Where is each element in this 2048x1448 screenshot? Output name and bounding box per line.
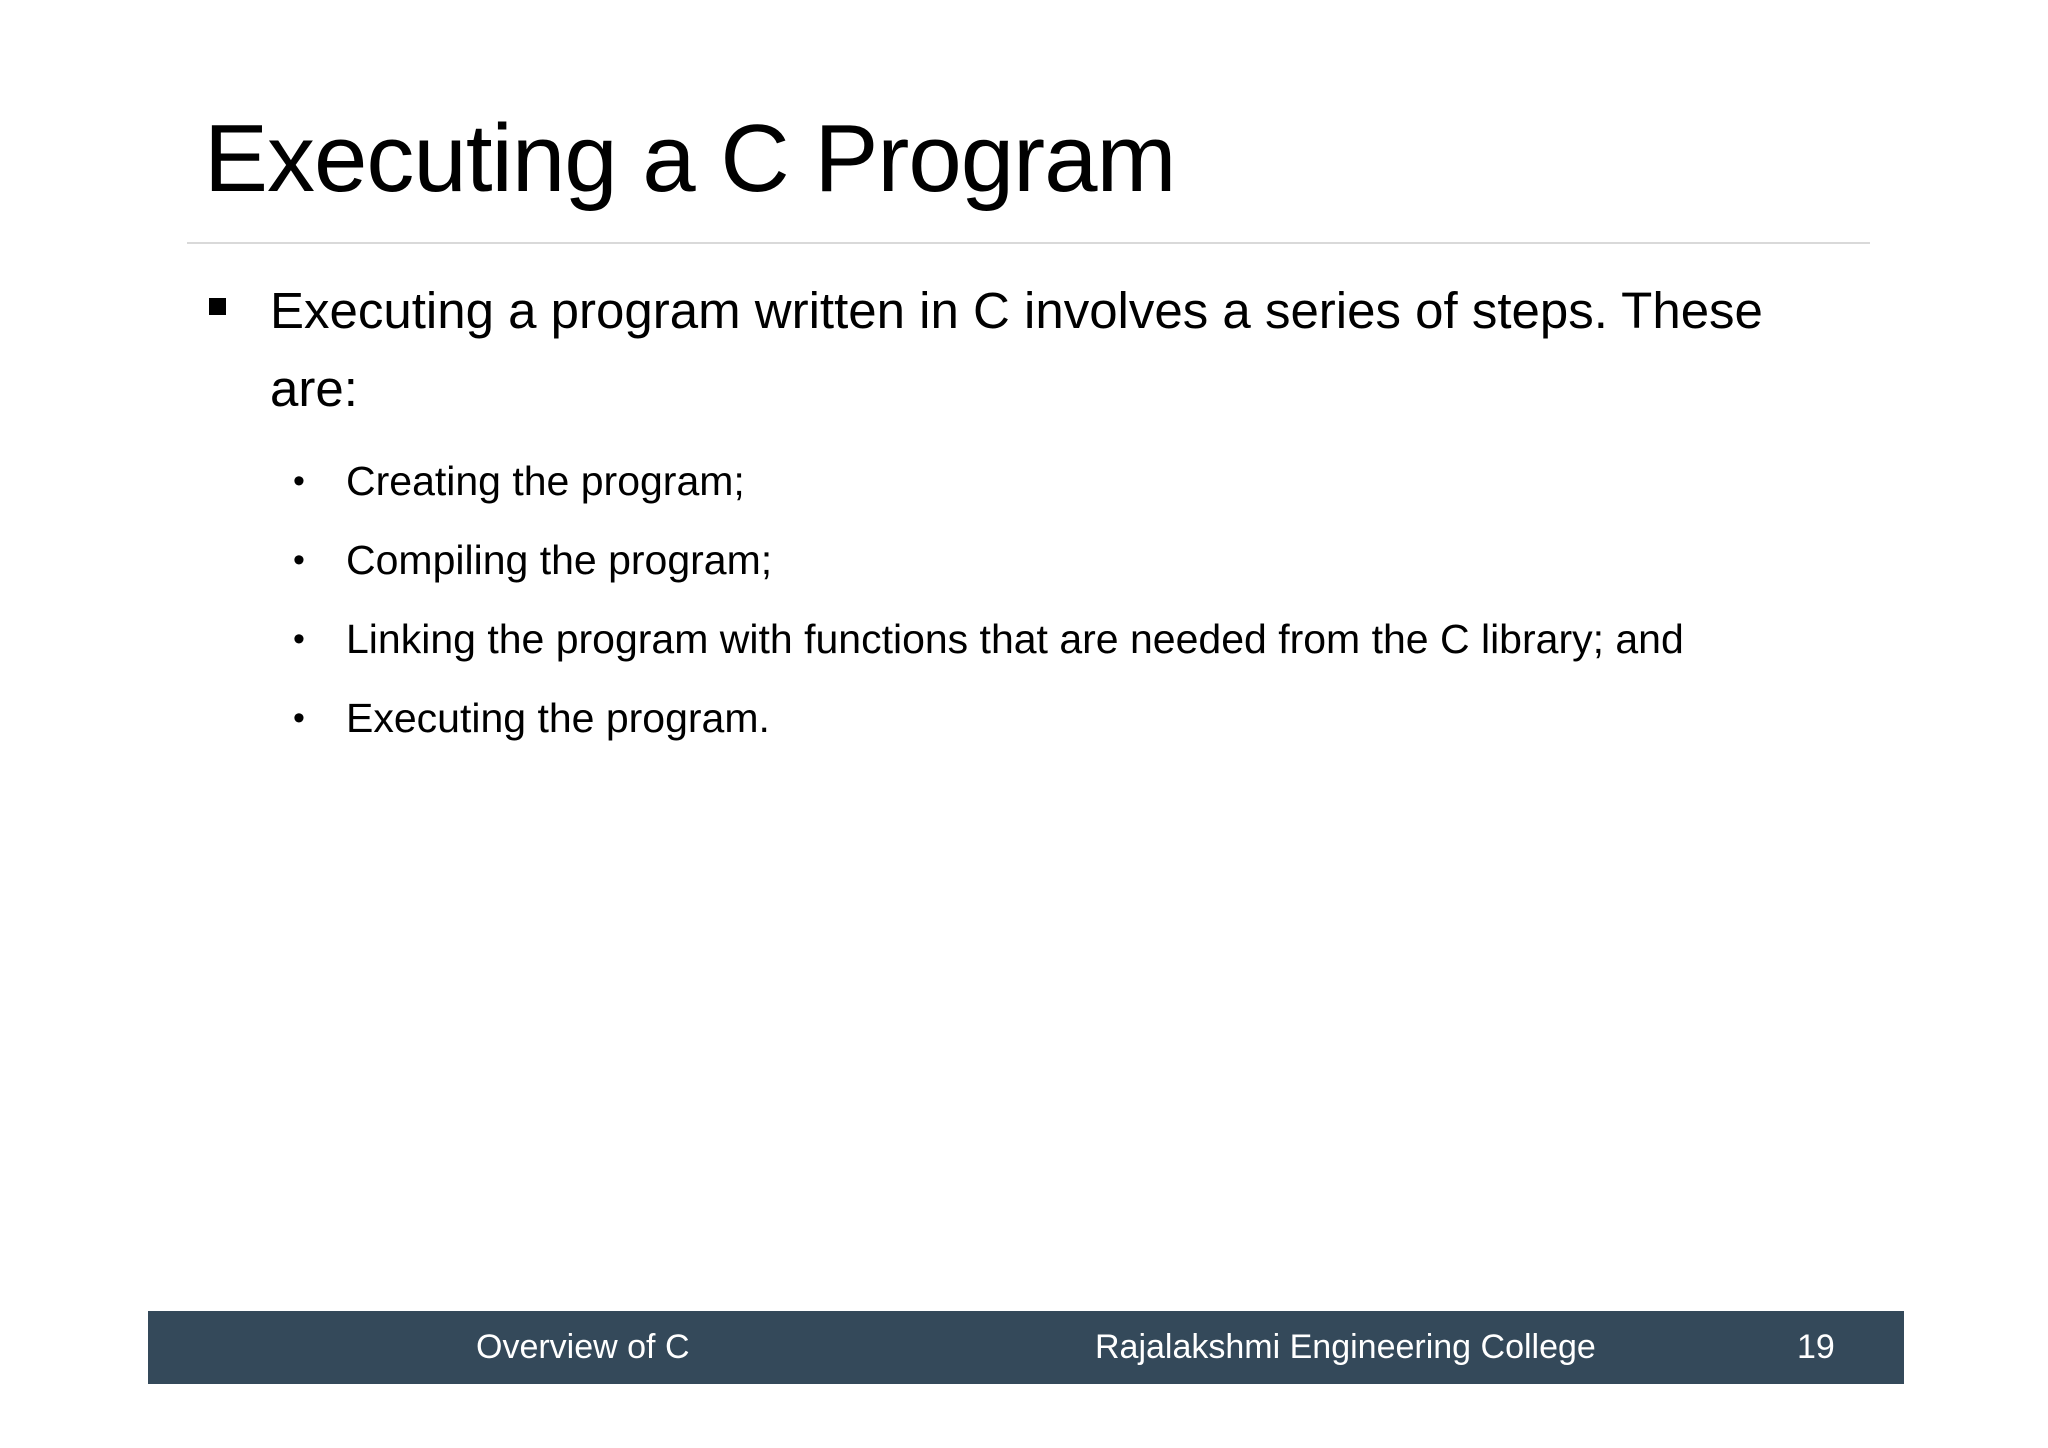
step-text: Linking the program with functions that are needed from the C library; and xyxy=(346,616,1684,662)
step-text: Creating the program; xyxy=(346,458,745,504)
step-item xyxy=(205,442,1845,521)
title-divider xyxy=(187,242,1870,244)
main-bullet-item xyxy=(205,272,1845,428)
round-bullet-icon: • xyxy=(293,541,305,579)
step-text: Executing the program. xyxy=(346,695,770,741)
round-bullet-icon: • xyxy=(293,699,305,737)
slide-footer xyxy=(148,1311,1904,1384)
slide-title: Executing a C Program xyxy=(204,105,1176,212)
page-number: 19 xyxy=(1797,1328,1835,1366)
square-bullet-icon xyxy=(209,298,226,315)
step-text: Compiling the program; xyxy=(346,537,773,583)
slide-body xyxy=(205,272,1845,758)
footer-institution: Rajalakshmi Engineering College xyxy=(1095,1328,1596,1366)
step-item xyxy=(205,679,1845,758)
main-bullet-text: Executing a program written in C involves a series of steps. These are: xyxy=(270,282,1763,417)
step-item xyxy=(205,521,1845,600)
steps-list xyxy=(205,442,1845,758)
footer-topic: Overview of C xyxy=(476,1328,690,1366)
round-bullet-icon: • xyxy=(293,620,305,658)
step-item xyxy=(205,600,1845,679)
round-bullet-icon: • xyxy=(293,462,305,500)
